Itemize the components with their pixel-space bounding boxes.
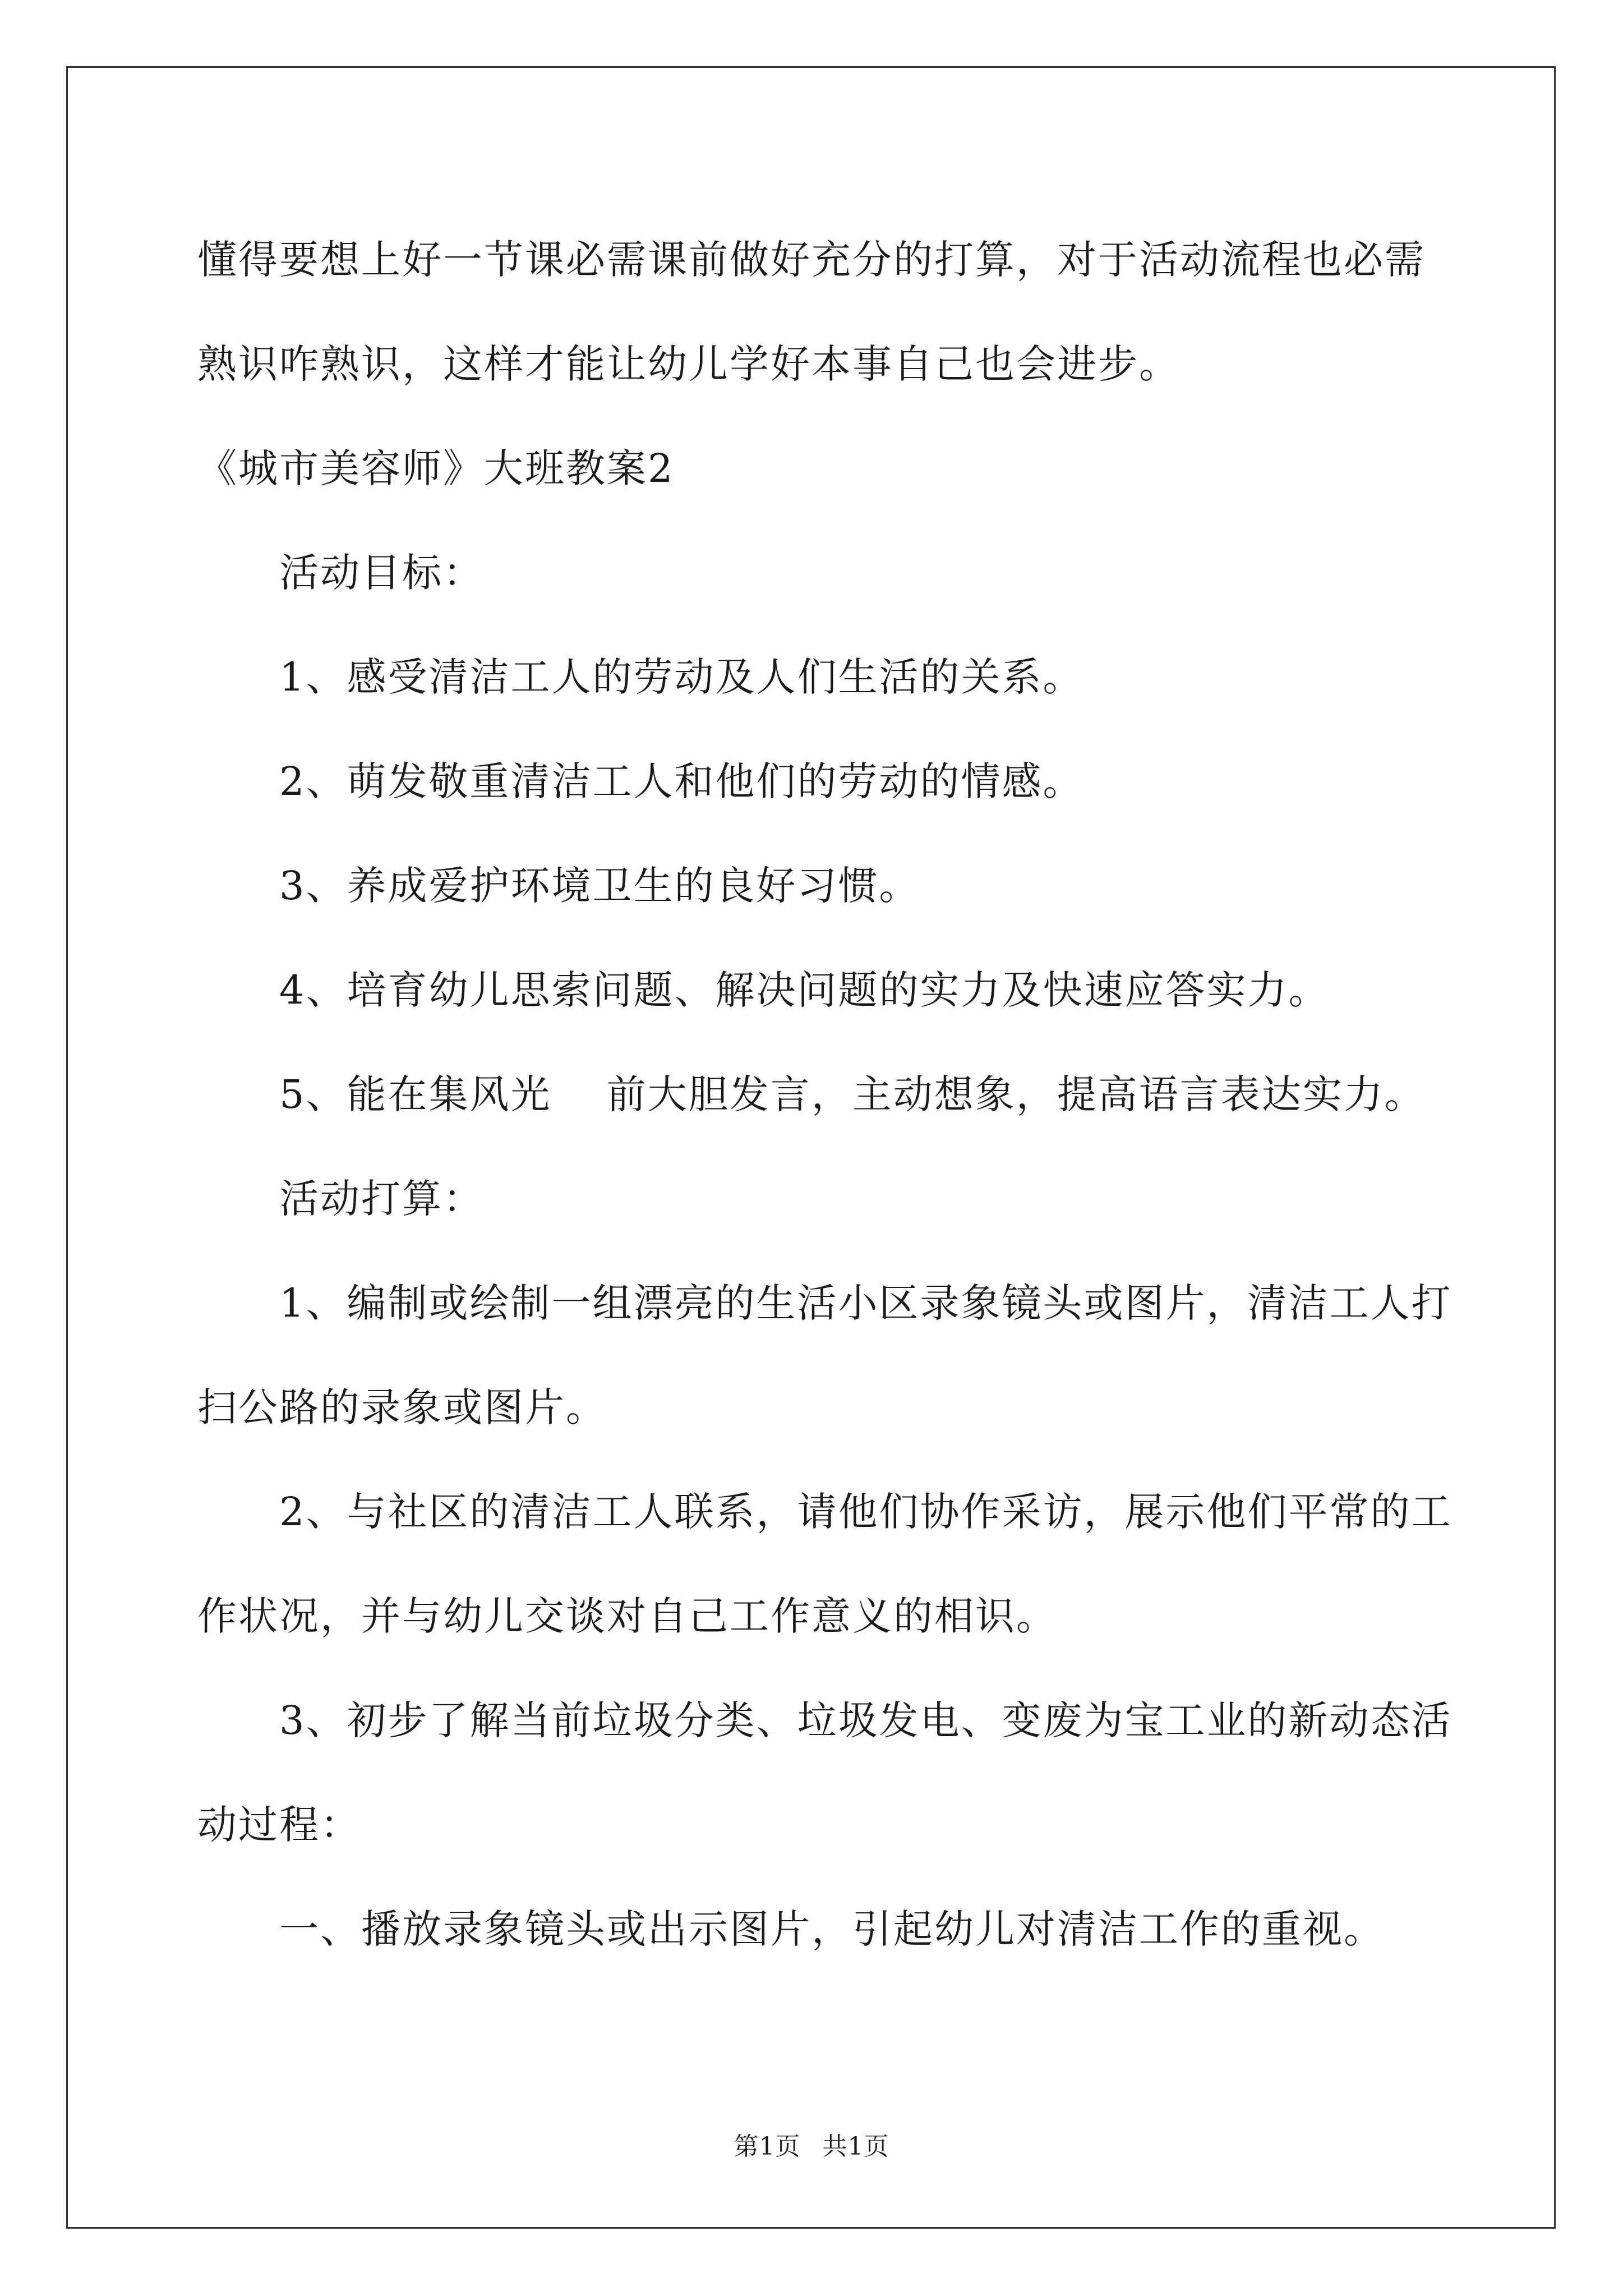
prep-item-3-line-2: 动过程： bbox=[197, 1802, 361, 1848]
prep-item-1-line-2: 扫公路的录象或图片。 bbox=[197, 1384, 607, 1430]
page-number-current: 第1页 bbox=[734, 2132, 801, 2161]
goal-item-4: 4、培育幼儿思索问题、解决问题的实力及快速应答实力。 bbox=[279, 967, 1330, 1013]
process-step-1: 一、播放录象镜头或出示图片，引起幼儿对清洁工作的重视。 bbox=[279, 1906, 1385, 1952]
heading-activity-goals: 活动目标： bbox=[279, 550, 484, 596]
paragraph-line-2: 熟识咋熟识，这样才能让幼儿学好本事自己也会进步。 bbox=[197, 341, 1180, 387]
paragraph-line-1: 懂得要想上好一节课必需课前做好充分的打算，对于活动流程也必需 bbox=[197, 237, 1426, 283]
goal-item-3: 3、养成爱护环境卫生的良好习惯。 bbox=[279, 863, 920, 909]
prep-item-2-line-2: 作状况，并与幼儿交谈对自己工作意义的相识。 bbox=[197, 1593, 1057, 1639]
goal-item-5: 5、能在集风光 前大胆发言，主动想象，提高语言表达实力。 bbox=[279, 1071, 1426, 1117]
goal-item-1: 1、感受清洁工人的劳动及人们生活的关系。 bbox=[279, 654, 1084, 700]
heading-activity-preparation: 活动打算： bbox=[279, 1176, 484, 1222]
document-body bbox=[197, 208, 1453, 1981]
page-number-total: 共1页 bbox=[822, 2132, 889, 2161]
prep-item-1-line-1: 1、编制或绘制一组漂亮的生活小区录象镜头或图片，清洁工人打 bbox=[279, 1280, 1453, 1326]
prep-item-3-line-1: 3、初步了解当前垃圾分类、垃圾发电、变废为宝工业的新动态活 bbox=[279, 1697, 1453, 1743]
page-footer bbox=[0, 2126, 1623, 2162]
section-title: 《城市美容师》大班教案2 bbox=[197, 445, 675, 491]
prep-item-2-line-1: 2、与社区的清洁工人联系，请他们协作采访，展示他们平常的工 bbox=[279, 1489, 1453, 1535]
goal-item-2: 2、萌发敬重清洁工人和他们的劳动的情感。 bbox=[279, 758, 1084, 804]
